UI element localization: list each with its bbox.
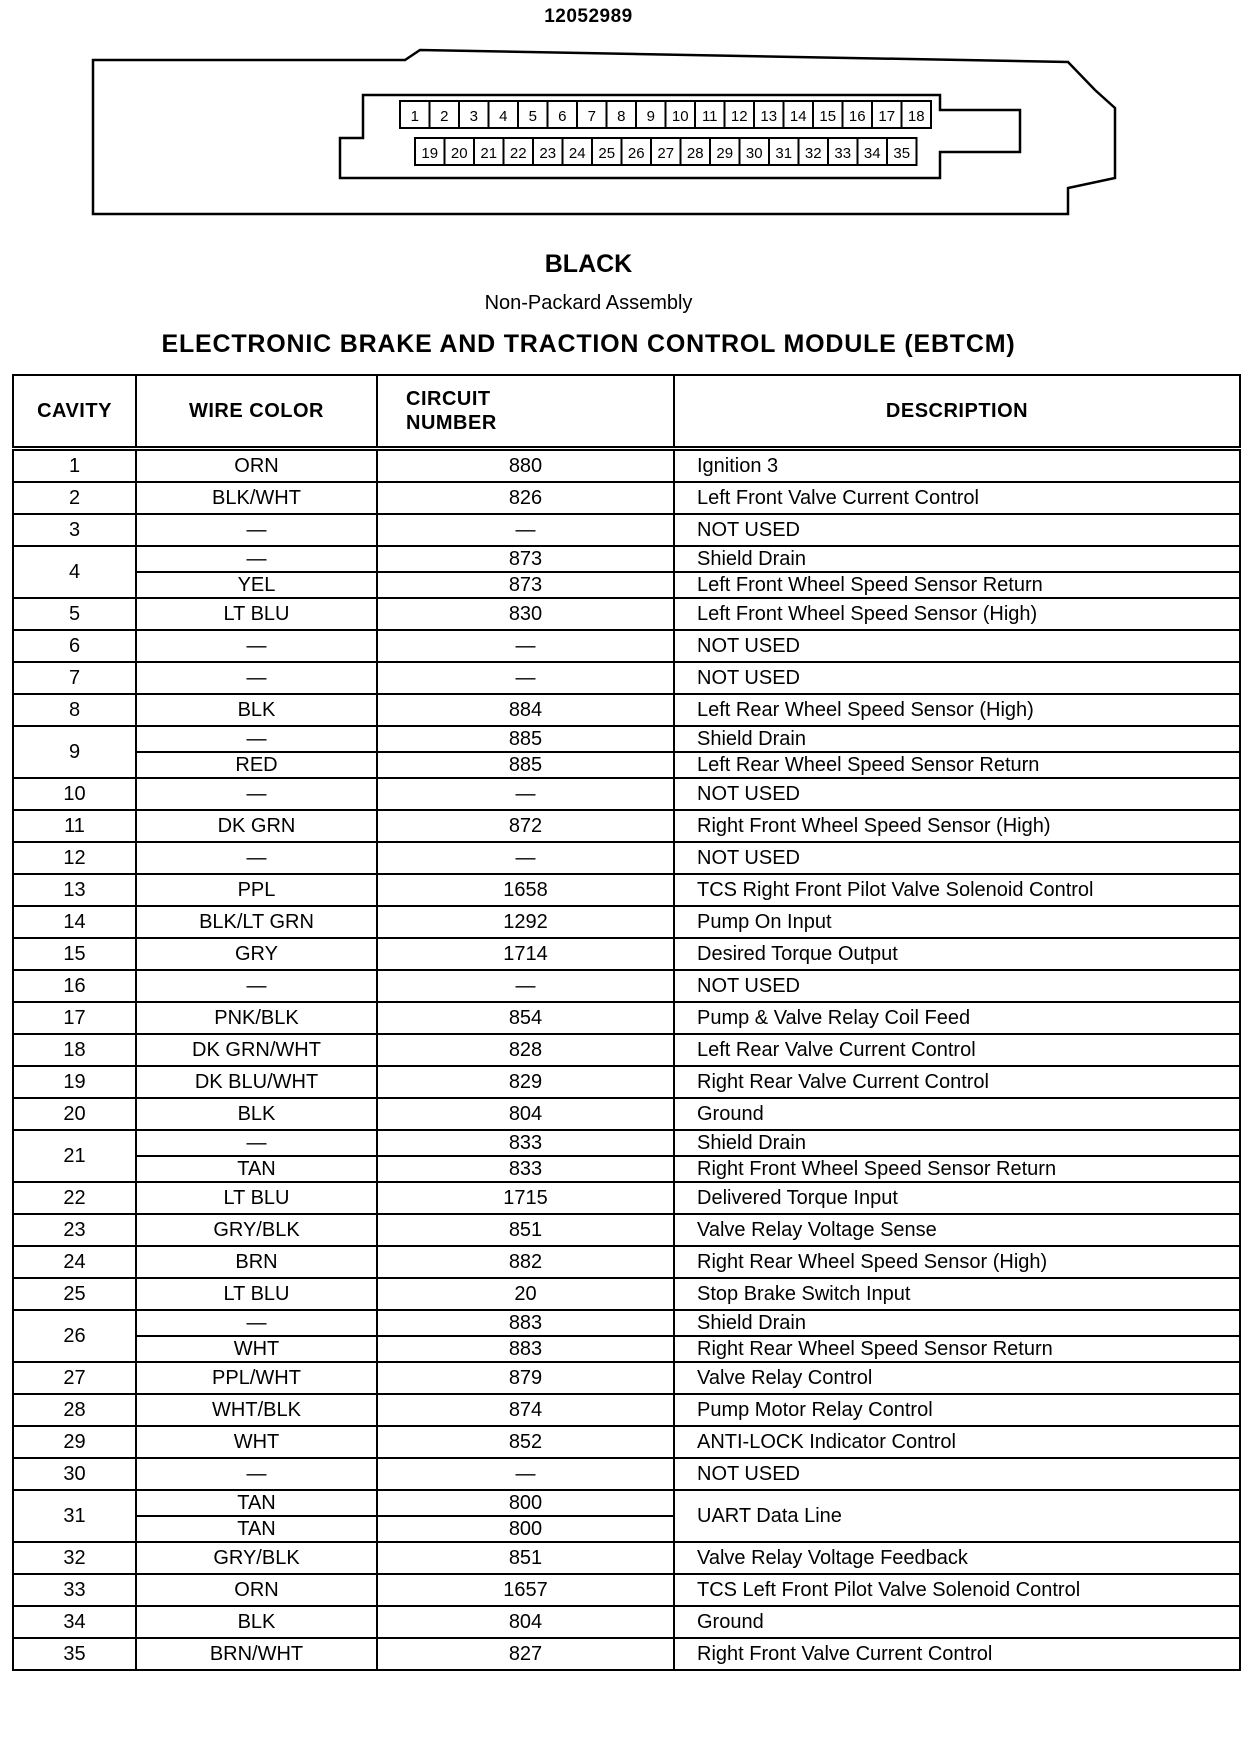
connector-cavity-number: 22 [509,145,527,162]
description: Right Rear Valve Current Control [674,1066,1240,1098]
wire-color: GRY/BLK [136,1214,377,1246]
cavity-number: 25 [13,1278,136,1310]
table-row [13,1574,1240,1606]
circuit-number: 883 [377,1336,674,1362]
table-row [13,572,1240,598]
table-row [13,662,1240,694]
cavity-number: 28 [13,1394,136,1426]
wire-color: PPL [136,874,377,906]
description: Pump & Valve Relay Coil Feed [674,1002,1240,1034]
cavity-number: 23 [13,1214,136,1246]
cavity-number: 4 [13,546,136,598]
circuit-number: 1714 [377,938,674,970]
circuit-number: 874 [377,1394,674,1426]
circuit-number: 879 [377,1362,674,1394]
cavity-number: 11 [13,810,136,842]
connector-cavity-number: 2 [440,108,449,125]
description: Ignition 3 [674,449,1240,483]
cavity-number: 19 [13,1066,136,1098]
circuit-number: — [377,1458,674,1490]
connector-cavity-number: 16 [848,108,866,125]
wire-color: DK GRN [136,810,377,842]
description: Right Front Valve Current Control [674,1638,1240,1670]
circuit-number: 830 [377,598,674,630]
wire-color: TAN [136,1156,377,1182]
connector-cavity-number: 27 [657,145,675,162]
table-row [13,1214,1240,1246]
description: Shield Drain [674,726,1240,752]
table-row [13,449,1240,483]
connector-cavity-number: 8 [617,108,626,125]
description: Valve Relay Voltage Feedback [674,1542,1240,1574]
table-row [13,1156,1240,1182]
cavity-number: 34 [13,1606,136,1638]
circuit-number: 885 [377,752,674,778]
description: Valve Relay Control [674,1362,1240,1394]
cavity-number: 13 [13,874,136,906]
wire-color: — [136,1458,377,1490]
cavity-number: 22 [13,1182,136,1214]
cavity-number: 32 [13,1542,136,1574]
wire-color: BRN/WHT [136,1638,377,1670]
connector-cavity-number: 13 [760,108,778,125]
cavity-number: 27 [13,1362,136,1394]
table-row [13,778,1240,810]
wire-color: — [136,970,377,1002]
table-row [13,1490,1240,1516]
description: Desired Torque Output [674,938,1240,970]
circuit-number: 833 [377,1130,674,1156]
description: Left Front Wheel Speed Sensor Return [674,572,1240,598]
circuit-number: 804 [377,1606,674,1638]
wire-color: — [136,1310,377,1336]
table-row [13,482,1240,514]
connector-cavity-number: 24 [568,145,586,162]
description: Shield Drain [674,1310,1240,1336]
connector-cavity-number: 6 [558,108,567,125]
cavity-number: 8 [13,694,136,726]
header-circuit-number [377,375,674,449]
connector-cavity-number: 9 [646,108,655,125]
table-row [13,1638,1240,1670]
circuit-number: 883 [377,1310,674,1336]
table-row [13,1336,1240,1362]
connector-cavity-number: 20 [450,145,468,162]
circuit-number: — [377,662,674,694]
connector-cavity-number: 29 [716,145,734,162]
circuit-number: — [377,630,674,662]
table-row [13,752,1240,778]
circuit-number: 880 [377,449,674,483]
description: Delivered Torque Input [674,1182,1240,1214]
cavity-number: 7 [13,662,136,694]
cavity-number: 1 [13,449,136,483]
cavity-number: 5 [13,598,136,630]
wire-color: — [136,1130,377,1156]
connector-cavity-number: 17 [878,108,896,125]
circuit-number: 1292 [377,906,674,938]
circuit-number: — [377,514,674,546]
connector-cavity-number: 23 [539,145,557,162]
header-description: DESCRIPTION [674,375,1240,449]
table-row [13,1130,1240,1156]
cavity-number: 24 [13,1246,136,1278]
table-row [13,1426,1240,1458]
description: NOT USED [674,970,1240,1002]
table-row [13,630,1240,662]
description: Left Rear Valve Current Control [674,1034,1240,1066]
wire-color: BLK [136,694,377,726]
wire-color: BLK [136,1098,377,1130]
cavity-number: 33 [13,1574,136,1606]
connector-part-number: 12052989 [544,6,633,27]
table-row [13,598,1240,630]
connector-cavity-number: 21 [480,145,498,162]
table-row [13,514,1240,546]
circuit-number: 884 [377,694,674,726]
description: Shield Drain [674,1130,1240,1156]
table-row [13,1310,1240,1336]
table-row [13,1606,1240,1638]
wire-color: ORN [136,1574,377,1606]
table-row [13,694,1240,726]
table-row [13,874,1240,906]
header-wire-color: WIRE COLOR [136,375,377,449]
wire-color: DK BLU/WHT [136,1066,377,1098]
cavity-number: 17 [13,1002,136,1034]
description: NOT USED [674,662,1240,694]
connector-cavity-number: 7 [587,108,596,125]
connector-cavity-number: 31 [775,145,793,162]
wire-color: — [136,726,377,752]
table-header-row [13,375,1240,449]
connector-cavity-number: 26 [627,145,645,162]
description: Right Front Wheel Speed Sensor (High) [674,810,1240,842]
description: NOT USED [674,514,1240,546]
table-row [13,1182,1240,1214]
wire-color: YEL [136,572,377,598]
cavity-number: 12 [13,842,136,874]
cavity-number: 6 [13,630,136,662]
connector-cavity-number: 3 [469,108,478,125]
wire-color: — [136,842,377,874]
circuit-number: 804 [377,1098,674,1130]
description: Ground [674,1098,1240,1130]
table-row [13,546,1240,572]
wire-color: WHT/BLK [136,1394,377,1426]
circuit-number: 1658 [377,874,674,906]
header-circuit-line1: CIRCUIT [406,388,491,410]
wire-color: WHT [136,1336,377,1362]
cavity-number: 15 [13,938,136,970]
cavity-number: 30 [13,1458,136,1490]
connector-cavity-number: 1 [410,108,419,125]
description: Pump Motor Relay Control [674,1394,1240,1426]
cavity-number: 29 [13,1426,136,1458]
circuit-number: 872 [377,810,674,842]
table-row [13,906,1240,938]
connector-cavity-number: 12 [730,108,748,125]
circuit-number: 829 [377,1066,674,1098]
cavity-number: 2 [13,482,136,514]
description: Left Front Valve Current Control [674,482,1240,514]
description: Ground [674,1606,1240,1638]
circuit-number: — [377,778,674,810]
circuit-number: 882 [377,1246,674,1278]
description: Right Front Wheel Speed Sensor Return [674,1156,1240,1182]
table-row [13,1394,1240,1426]
wire-color: — [136,662,377,694]
wire-color: BLK/WHT [136,482,377,514]
circuit-number: 873 [377,572,674,598]
circuit-number: 800 [377,1490,674,1516]
table-row [13,970,1240,1002]
description: NOT USED [674,778,1240,810]
cavity-number: 14 [13,906,136,938]
cavity-number: 35 [13,1638,136,1670]
wire-color: LT BLU [136,1278,377,1310]
circuit-number: 827 [377,1638,674,1670]
table-row [13,1066,1240,1098]
table-row [13,1098,1240,1130]
circuit-number: 1657 [377,1574,674,1606]
wire-color: LT BLU [136,1182,377,1214]
cavity-number: 16 [13,970,136,1002]
header-cavity: CAVITY [13,375,136,449]
connector-housing-outline [93,50,1115,214]
connector-cavity-number: 34 [863,145,881,162]
connector-cavity-number: 30 [745,145,763,162]
description: NOT USED [674,1458,1240,1490]
circuit-number: 852 [377,1426,674,1458]
description: TCS Right Front Pilot Valve Solenoid Control [674,874,1240,906]
circuit-number: 873 [377,546,674,572]
connector-cavity-number: 28 [686,145,704,162]
table-row [13,1002,1240,1034]
connector-color: BLACK [544,250,633,278]
circuit-number: 20 [377,1278,674,1310]
description: Right Rear Wheel Speed Sensor (High) [674,1246,1240,1278]
table-row [13,810,1240,842]
wire-color: — [136,630,377,662]
description: TCS Left Front Pilot Valve Solenoid Control [674,1574,1240,1606]
wire-color: — [136,778,377,810]
assembly-label: Non-Packard Assembly [484,292,693,314]
pinout-table-body [13,449,1240,1671]
wire-color: PPL/WHT [136,1362,377,1394]
circuit-number: 826 [377,482,674,514]
wire-color: — [136,514,377,546]
cavity-number: 10 [13,778,136,810]
description: NOT USED [674,630,1240,662]
table-row [13,938,1240,970]
description: Left Rear Wheel Speed Sensor (High) [674,694,1240,726]
connector-cavity-number: 10 [671,108,689,125]
description: Pump On Input [674,906,1240,938]
circuit-number: 851 [377,1214,674,1246]
description: Left Rear Wheel Speed Sensor Return [674,752,1240,778]
table-row [13,1246,1240,1278]
pinout-table [12,374,1241,1671]
cavity-number: 31 [13,1490,136,1542]
connector-cavity-number: 32 [804,145,822,162]
circuit-number: 854 [377,1002,674,1034]
cavity-grid [400,101,931,165]
connector-cavity-number: 35 [893,145,911,162]
circuit-number: 828 [377,1034,674,1066]
description: ANTI-LOCK Indicator Control [674,1426,1240,1458]
description: Left Front Wheel Speed Sensor (High) [674,598,1240,630]
connector-cavity-number: 11 [701,108,718,125]
circuit-number: 833 [377,1156,674,1182]
wire-color: LT BLU [136,598,377,630]
circuit-number: 800 [377,1516,674,1542]
table-row [13,1034,1240,1066]
connector-cavity-number: 18 [907,108,925,125]
module-title: ELECTRONIC BRAKE AND TRACTION CONTROL MODULE (EBTCM) [161,330,1016,358]
connector-cavity-number: 33 [834,145,852,162]
wire-color: WHT [136,1426,377,1458]
circuit-number: 885 [377,726,674,752]
table-row [13,1362,1240,1394]
cavity-number: 26 [13,1310,136,1362]
wire-color: BRN [136,1246,377,1278]
cavity-number: 9 [13,726,136,778]
cavity-number: 20 [13,1098,136,1130]
table-row [13,1542,1240,1574]
cavity-number: 18 [13,1034,136,1066]
description: Valve Relay Voltage Sense [674,1214,1240,1246]
wire-color: TAN [136,1516,377,1542]
wire-color: RED [136,752,377,778]
description: UART Data Line [674,1490,1240,1542]
connector-cavity-number: 5 [528,108,537,125]
wire-color: ORN [136,449,377,483]
wire-color: PNK/BLK [136,1002,377,1034]
table-row [13,1278,1240,1310]
wire-color: BLK [136,1606,377,1638]
description: NOT USED [674,842,1240,874]
circuit-number: — [377,842,674,874]
wire-color: TAN [136,1490,377,1516]
circuit-number: — [377,970,674,1002]
wire-color: GRY [136,938,377,970]
cavity-number: 3 [13,514,136,546]
circuit-number: 1715 [377,1182,674,1214]
description: Shield Drain [674,546,1240,572]
wire-color: — [136,546,377,572]
connector-cavity-number: 15 [819,108,837,125]
circuit-number: 851 [377,1542,674,1574]
connector-cavity-number: 19 [421,145,439,162]
connector-cavity-number: 14 [789,108,807,125]
wire-color: GRY/BLK [136,1542,377,1574]
connector-cavity-number: 4 [499,108,508,125]
wire-color: BLK/LT GRN [136,906,377,938]
header-circuit-line2: NUMBER [406,412,497,434]
table-row [13,726,1240,752]
table-row [13,1458,1240,1490]
table-row [13,842,1240,874]
description: Right Rear Wheel Speed Sensor Return [674,1336,1240,1362]
connector-cavity-number: 25 [598,145,616,162]
wire-color: DK GRN/WHT [136,1034,377,1066]
description: Stop Brake Switch Input [674,1278,1240,1310]
connector-face-diagram [0,0,1248,220]
cavity-number: 21 [13,1130,136,1182]
